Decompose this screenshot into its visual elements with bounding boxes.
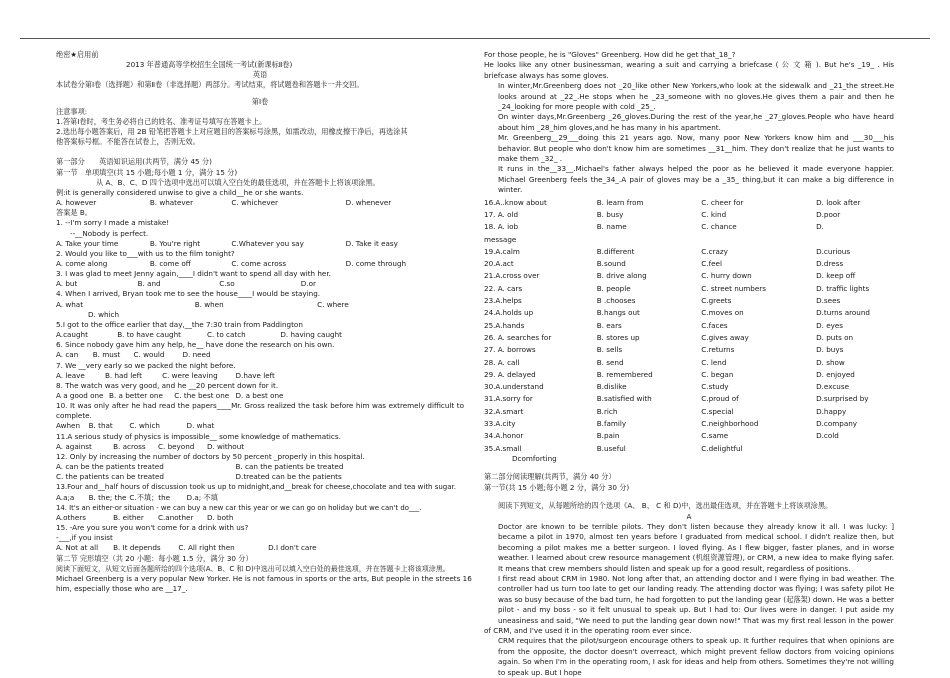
section-two-instructions: 阅读下面短文，从短文后面各题所给的四个选项(A、B、C 和 D)中选出可以填入空白处的最佳选项，并在答题卡上将该项涂黑。 (56, 564, 450, 573)
cloze-option: D.cold (816, 431, 839, 441)
cloze-option: B. ears (596, 320, 622, 330)
cloze-option-row (484, 284, 894, 294)
cloze-option: C.moves on (701, 308, 744, 318)
option: A.a;a (56, 492, 75, 502)
cloze-option: D.excuse (816, 382, 850, 392)
option: D.a; 不填 (186, 492, 218, 502)
question-stem: 14. It's an either-or situation - we can buy a new car this year or we can go on holiday but we can't do___. (56, 503, 422, 512)
option: D. without (206, 441, 245, 451)
cloze-option: C.neighborhood (701, 419, 759, 429)
cloze-option: D. look after (816, 197, 861, 207)
option: B. a better one (109, 391, 163, 400)
question-stem: 5.I got to the office earlier that day,__the 7:30 train from Paddington (56, 319, 303, 329)
question-stem: 13.Four and__half hours of discussion took us up to midnight,and__break for cheese,chocolate and tea with sugar. (56, 483, 456, 492)
part-one-heading: 第一部分 英语知识运用(共两节，满分 45 分) (56, 157, 212, 167)
question-stem: 2. Would you like to___with us to the film tonight? (56, 248, 235, 258)
option: B. can the patients be treated (235, 462, 344, 472)
option: A. leave (56, 370, 85, 380)
option: A.caught (56, 330, 88, 340)
option: A a good one (56, 391, 104, 400)
question-options (56, 300, 464, 310)
cloze-option: 27. A. borrows (484, 345, 536, 355)
cloze-option: B.satisfied with (596, 394, 652, 404)
cloze-option: D.happy (816, 406, 847, 416)
cloze-option-row (484, 247, 894, 257)
cloze-paragraph: It runs in the__33__.Michael's father always helped the poor as he believed it made everyone happier. Michael Greenberg feels the_34_.A pair of gloves may be a _35_ thing,but it can make a big difference in winter. (498, 164, 894, 195)
cloze-option: B. people (596, 283, 631, 293)
option: D. a best one (235, 391, 284, 400)
part-two-section-heading: 第一节(共 15 小题;每小题 2 分，满分 30 分) (484, 482, 630, 492)
option: C. All right then (178, 543, 235, 553)
cloze-option: 25.A.hands (484, 320, 525, 330)
page-top-rule (20, 38, 930, 39)
cloze-option: B. name (596, 222, 627, 232)
option: D.I don't care (268, 543, 317, 553)
cloze-option-row (484, 222, 894, 232)
question-stem: 11.A serious study of physics is impossible__ some knowledge of mathematics. (56, 431, 341, 441)
cloze-option-row (484, 333, 894, 343)
cloze-option: 23.A.helps (484, 296, 522, 306)
cloze-option (816, 235, 894, 245)
question-options (56, 493, 464, 503)
cloze-option: 24.A.holds up (484, 308, 534, 318)
cloze-option: 21.A.cross over (484, 271, 540, 281)
cloze-option: D. puts on (816, 332, 854, 342)
option: C.不填；the (129, 492, 171, 502)
question-options (56, 330, 464, 340)
option: C. the best one (174, 391, 230, 400)
cloze-option-row (484, 210, 894, 220)
option: D. what (186, 421, 215, 431)
option: B. the; the (88, 492, 127, 502)
option: C. to catch (206, 330, 246, 340)
option: B. whatever (149, 198, 194, 208)
cloze-option: C.returns (701, 345, 735, 355)
cloze-option-row (484, 259, 894, 269)
option: C. beyond (157, 441, 195, 451)
cloze-option: C. lend (701, 357, 727, 367)
cloze-option: C.feel (701, 259, 722, 269)
part-two-instructions: 阅读下列短文，从每题所给的四个选项《A、 B、 C 和 D)中，选出最佳选项，并在答题卡上将该项涂黑。 (498, 501, 833, 511)
secret-mark: 绝密★启用前 (56, 50, 99, 59)
cloze-option: 35.A.small (484, 443, 522, 453)
cloze-paragraph: Mr. Greenberg__29___doing this 21 years ago. Now, many poor New Yorkers know him and ___30___his behavior. But people who don't know him are sometimes __31__him. They don't realize that he just wants to make them _32_ . (498, 133, 894, 164)
option: D.have left (235, 370, 275, 380)
exam-title: 2013 年普通高等学校招生全国统一考试(新课标Ⅱ卷) (126, 60, 293, 70)
cloze-option-row (484, 431, 894, 441)
option: D.or (300, 279, 316, 289)
option: D. which (88, 309, 120, 319)
option: D. whenever (345, 198, 392, 208)
option: B. to have caught (117, 330, 181, 340)
reading-paragraph: of CRM, and I've used it in the operating room ever since. (484, 626, 692, 636)
cloze-option (816, 444, 894, 454)
cloze-option: B. drive along (596, 271, 647, 281)
cloze-option: B.rich (596, 406, 618, 416)
question-stem: 7. We __very early so we packed the night before. (56, 360, 236, 370)
cloze-option: B.family (596, 419, 627, 429)
question-options (56, 239, 464, 249)
cloze-option-row (484, 345, 894, 355)
notice-title: 注意事项: (56, 106, 88, 116)
cloze-option: C.same (701, 431, 729, 441)
question-options (56, 350, 464, 360)
reading-paragraph: CRM requires that the pilot/surgeon encourage others to speak up. It further requires that when opinions are from the opposite, the doctor doesn't overreact, which might prevent fellow doctors from voicing opinions again. So when I'm in the operating room, I ask for ideas and help from others. Sometimes they're not willing to speak up. But I hope (498, 636, 894, 677)
question-options (56, 442, 464, 452)
question-options (56, 472, 464, 482)
cloze-option (597, 235, 702, 245)
option: C.another (157, 512, 194, 522)
option: Awhen (56, 421, 81, 431)
option: D. need (182, 350, 211, 360)
notice-item: 1.答第Ⅰ卷时，考生务必将自己的姓名、准考证号填写在答题卡上。 (56, 116, 267, 126)
question-options (56, 462, 464, 472)
cloze-option: C.gives away (701, 332, 749, 342)
cloze-option: C. kind (701, 209, 727, 219)
cloze-line: him, especially those who are __17_. (56, 583, 188, 593)
option: B. must (92, 350, 121, 360)
cloze-option: 16.A..know about (484, 197, 547, 207)
cloze-option: C.study (701, 382, 729, 392)
option: A. Not at all (56, 543, 99, 553)
part-two-heading: 第二部分阅读理解(共两节，满分 40 分） (484, 472, 616, 482)
option: A. but (56, 279, 78, 289)
example-options (56, 198, 464, 208)
question-options (56, 513, 464, 523)
cloze-option: 32.A.smart (484, 406, 524, 416)
cloze-option: 30.A.understand (484, 382, 544, 392)
cloze-option: C. hurry down (701, 271, 752, 281)
cloze-option: D.company (816, 419, 858, 429)
section-two-heading: 第二节 完形填空（共 20 小题：每小题 1.5 分，满分 30 分） (56, 553, 253, 563)
option: C. which (129, 421, 160, 431)
option: A. Take your time (56, 238, 119, 248)
cloze-option: B. send (596, 357, 624, 367)
cloze-option: message (484, 234, 517, 244)
reading-paragraph: Doctor are known to be terrible pilots. They don't listen because they already know it all. I was lucky: ] became a pilot in 1970, almost ten years before I graduated from medical school. I didn't realize then, but becoming a pilot makes me a better surgeon. I loved flying. As I flew bigger, faster planes, and in worse weather. I learned about crew resource management (机组资源管理), or CRM, a new idea to make flying safer. It means that crew members should listen and speak up for a good result, regardless of positions. (498, 521, 894, 573)
question-stem: 3. I was glad to meet Jenny again,____I didn't want to spend all day with her. (56, 269, 331, 279)
cloze-option: D. eyes (816, 320, 844, 330)
cloze-option: C.proud of (701, 394, 739, 404)
cloze-option: D.dress (816, 259, 844, 269)
option: C.so (219, 279, 235, 289)
option: B. You're right (149, 238, 201, 248)
option: A. come along (56, 258, 108, 268)
section-one-heading: 第一节 单项填空(共 15 小题;每小题 1 分，满分 15 分) (56, 167, 238, 177)
cloze-option: B.different (596, 246, 635, 256)
cloze-option: D.sees (816, 296, 841, 306)
cloze-option: B.hangs out (596, 308, 640, 318)
cloze-option: D.surprised by (816, 394, 869, 404)
option: A. what (56, 299, 84, 309)
cloze-option: 33.A.city (484, 419, 516, 429)
option: C. would (133, 350, 165, 360)
cloze-option: C.greets (701, 296, 732, 306)
question-stem: -___,if you insist (56, 533, 113, 543)
cloze-option: D. (816, 222, 824, 232)
option: D. Take it easy (345, 238, 398, 248)
cloze-option: B.sound (596, 259, 626, 269)
cloze-paragraph: For those people, he is "Gloves" Greenberg. How did he get that_18_? (484, 50, 736, 59)
question-stem: 12. Only by increasing the number of doctors by 50 percent _properly in this hospital. (56, 451, 365, 461)
section-one-instructions: 从 A、B、C、D 四个选项中选出可以填入空白处的最佳选项，并在答题卡上将该项涂黑。 (96, 177, 380, 187)
cloze-option-row (484, 235, 894, 245)
question-stem: 4. When I arrived, Bryan took me to see the house____I would be staying. (56, 289, 321, 299)
cloze-option: 28. A. call (484, 357, 520, 367)
option: A. can be the patients treated (56, 462, 164, 472)
cloze-option-row (484, 382, 894, 392)
notice-item: 2.选出每小题答案后，用 2B 铅笔把答题卡上对应题目的答案标号涂黑，如需改动，用橡皮擦干净后，再选涂其 (56, 127, 408, 137)
question-stem: 15. -Are you sure you won't come for a drink with us? (56, 523, 249, 533)
exam-intro: 本试卷分第Ⅰ卷（选择题）和第Ⅱ卷（非选择题）两部分。考试结束，将试题卷和答题卡一并交回。 (56, 80, 364, 90)
right-column (484, 50, 894, 678)
cloze-option: C.delightful (701, 443, 743, 453)
question-stem: 1. --I'm sorry I made a mistake! (56, 218, 170, 228)
cloze-option: C. chance (701, 222, 737, 232)
cloze-options-tail: Dcomforting (512, 453, 557, 463)
option: D. come through (345, 258, 407, 268)
volume-one-title: 第Ⅰ卷 (251, 96, 269, 106)
cloze-option: D.poor (816, 209, 841, 219)
cloze-option-row (484, 308, 894, 318)
cloze-option: 19.A.calm (484, 246, 520, 256)
option: B. come off (149, 258, 191, 268)
cloze-option: D. enjoyed (816, 369, 855, 379)
cloze-option: B.useful (596, 443, 626, 453)
cloze-option: C.special (701, 406, 734, 416)
option: C.Whatever you say (231, 238, 304, 248)
cloze-option: B. busy (596, 209, 624, 219)
option: C. the patients can be treated (56, 472, 164, 482)
option: C. where (317, 299, 349, 309)
cloze-option: 17. A. old (484, 209, 519, 219)
option: B. had left (104, 370, 142, 380)
cloze-option-row (484, 444, 894, 454)
option: A. however (56, 198, 97, 208)
option: D. both (206, 512, 234, 522)
left-column (56, 50, 472, 594)
question-stem: 10. It was only after he had read the papers____Mr. Gross realized the task before him was extremely difficult to complete. (56, 401, 464, 421)
option: B. It depends (113, 543, 161, 553)
option: D.treated can be the patients (235, 472, 342, 482)
cloze-line: Michael Greenberg is a very popular New Yorker. He is not famous in sports or the arts, But people in the streets 16 (56, 573, 472, 583)
cloze-paragraph: On winter days,Mr.Greenberg _26_gloves.During the rest of the year,he _27_gloves.People who have heard about him _28_him gloves,and he has many in his apartment. (498, 112, 894, 132)
question-options (56, 543, 464, 553)
question-options (56, 371, 464, 381)
cloze-option: D. traffic lights (816, 283, 870, 293)
cloze-option: B. remembered (596, 369, 653, 379)
cloze-option: B. stores up (596, 332, 640, 342)
cloze-option: 29. A. delayed (484, 369, 536, 379)
question-stem: 6. Since nobody gave him any help, he__ have done the research on his own. (56, 340, 335, 350)
cloze-option: B.pain (596, 431, 620, 441)
cloze-option: D. buys (816, 345, 844, 355)
cloze-option: 20.A.act (484, 259, 514, 269)
question-stem: 8. The watch was very good, and he __20 percent down for it. (56, 380, 279, 390)
option: A.others (56, 512, 86, 522)
example-question: 例:it is generally considered unwise to give a child__he or she wants. (56, 187, 304, 197)
exam-subject: 英语 (252, 70, 268, 80)
passage-label: A (686, 511, 692, 521)
cloze-option: D.curious (816, 246, 851, 256)
question-options (56, 391, 464, 401)
cloze-option: C.faces (701, 320, 728, 330)
option: B. across (113, 441, 146, 451)
cloze-options-table (484, 198, 894, 454)
option: B. either (113, 512, 144, 522)
option: B. and (137, 279, 161, 289)
cloze-option: 18. A. iob (484, 222, 519, 232)
cloze-option: D.turns around (816, 308, 870, 318)
option: B. that (88, 421, 113, 431)
question-stem: --__Nobody is perfect. (70, 228, 149, 238)
cloze-option-row (484, 321, 894, 331)
cloze-option-row (484, 370, 894, 380)
cloze-paragraph: In winter,Mr.Greenberg does not _20_like other New Yorkers,who look at the sidewalk and _21_the street.He looks around at _22_.He stops when he _23_someone with no gloves.He gives them a pair and then he _24_looking for more people with cold _25_. (498, 81, 894, 112)
option: C. were leaving (162, 370, 218, 380)
cloze-option (701, 235, 816, 245)
cloze-option-row (484, 407, 894, 417)
option: D. having caught (280, 330, 342, 340)
question-options (56, 259, 464, 269)
reading-paragraph: I first read about CRM in 1980. Not long after that, an attending doctor and I were flying in bad weather. The controller had us turn too late to get our landing ready. The attending doctor was flying; I was safety pilot He was so busy because of the bad turn, he had forgotten to put the landing gear (起落架) down. He was a better pilot - and my boss - so it felt unusual to speak up. But I had to: Our lives were in danger. I put aside my uneasiness and said, "We need to put the landing gear down now!" That was my first real lesson in the power (498, 573, 894, 625)
option: A. can (56, 350, 79, 360)
cloze-option: 26. A. searches for (484, 332, 552, 342)
example-answer: 答案是 B。 (56, 208, 92, 218)
cloze-option: C. began (701, 369, 734, 379)
cloze-option: B. sells (596, 345, 623, 355)
cloze-option: D. show (816, 357, 845, 367)
cloze-option-row (484, 198, 894, 208)
question-options (56, 279, 464, 289)
cloze-option-row (484, 419, 894, 429)
cloze-option: C.crazy (701, 246, 728, 256)
cloze-option: 34.A.honor (484, 431, 524, 441)
cloze-option-row (484, 271, 894, 281)
cloze-option-row (484, 394, 894, 404)
cloze-option-row (484, 296, 894, 306)
notice-item: 他答案标号框。不能答在试卷上，否则无效。 (56, 137, 200, 147)
option: C. whichever (231, 198, 279, 208)
cloze-paragraph: He looks like any otner businessman, wearing a suit and carrying a briefcase ( 公 文 箱 ). But he's _19_ . His briefcase always has some gloves. (484, 60, 894, 80)
cloze-option: B.dislike (596, 382, 627, 392)
option: A. against (56, 441, 92, 451)
option: B. when (194, 299, 224, 309)
cloze-option: C. street numbers (701, 283, 766, 293)
cloze-option: 22. A. cars (484, 283, 523, 293)
cloze-option: D. keep off (816, 271, 856, 281)
question-options (56, 421, 464, 431)
option: C. come across (231, 258, 287, 268)
cloze-option: C. cheer for (701, 197, 744, 207)
cloze-option: 31.A.sorry for (484, 394, 533, 404)
cloze-option: B. learn from (596, 197, 644, 207)
cloze-option-row (484, 358, 894, 368)
cloze-option: B .chooses (596, 296, 636, 306)
